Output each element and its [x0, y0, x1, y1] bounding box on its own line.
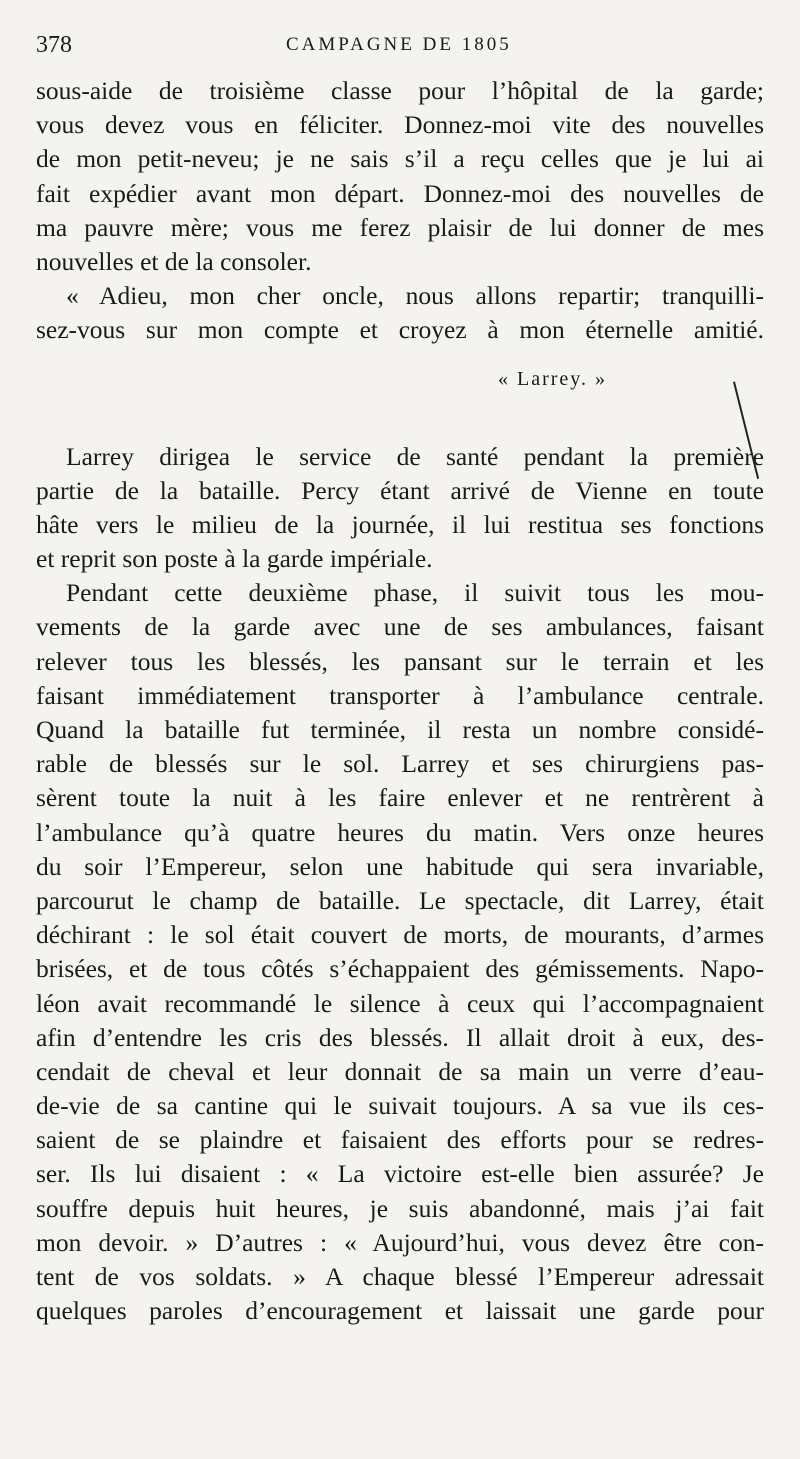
text-line: Quand la bataille fut terminée, il resta un nombre considé-: [36, 715, 764, 744]
text-line: sous-aide de troisième classe pour l’hôpital de la garde;: [36, 76, 764, 105]
text-line: ser. Ils lui disaient : « La victoire est-elle bien assurée? Je: [36, 1159, 764, 1189]
text-line: hâte vers le milieu de la journée, il lui restitua ses fonctions: [36, 509, 764, 539]
text-line: mon devoir. » D’autres : « Aujourd’hui, vous devez être con-: [36, 1227, 764, 1257]
signature-text: « Larrey. »: [498, 367, 607, 390]
text-line: « Adieu, mon cher oncle, nous allons repartir; tranquilli-: [66, 281, 764, 311]
text-line: brisées, et de tous côtés s’échappaient des gémissements. Napo-: [36, 954, 764, 984]
letter-signature: [36, 348, 764, 418]
letter-block: [36, 74, 764, 418]
text-line: l’ambulance qu’à quatre heures du matin. Vers onze heures: [36, 817, 764, 847]
text-line: du soir l’Empereur, selon une habitude qui sera invariable,: [36, 851, 764, 881]
text-line: de-vie de sa cantine qui le suivait toujours. A sa vue ils ces-: [36, 1091, 764, 1121]
text-line: sez-vous sur mon compte et croyez à mon éternelle amitié.: [36, 315, 764, 345]
paragraph-larrey-service: [36, 440, 764, 577]
text-line: saient de se plaindre et faisaient des efforts pour se redres-: [36, 1125, 764, 1155]
text-line: ma pauvre mère; vous me ferez plaisir de lui donner de mes: [36, 212, 764, 242]
text-line: faisant immédiatement transporter à l’ambulance centrale.: [36, 680, 764, 710]
page-header: [36, 32, 756, 62]
text-line: Pendant cette deuxième phase, il suivit tous les mou-: [66, 578, 764, 608]
text-line: Larrey dirigea le service de santé pendant la première: [66, 441, 764, 471]
text-line: souffre depuis huit heures, je suis abandonné, mais j’ai fait: [36, 1193, 764, 1223]
text-line: afin d’entendre les cris des blessés. Il allait droit à eux, des-: [36, 1022, 764, 1052]
paragraph-second-phase: [36, 576, 764, 1328]
text-line: de mon petit-neveu; je ne sais s’il a reçu celles que je lui ai: [36, 144, 764, 174]
text-line: parcourut le champ de bataille. Le spectacle, dit Larrey, était: [36, 885, 764, 915]
text-line: nouvelles et de la consoler.: [36, 246, 312, 276]
page-number: 378: [36, 32, 72, 58]
text-line: partie de la bataille. Percy étant arrivé de Vienne en toute: [36, 475, 764, 505]
text-line: et reprit son poste à la garde impériale.: [36, 544, 433, 574]
text-line: tent de vos soldats. » A chaque blessé l’Empereur adressait: [36, 1262, 764, 1291]
text-line: fait expédier avant mon départ. Donnez-moi des nouvelles de: [36, 178, 764, 208]
text-line: quelques paroles d’encouragement et laissait une garde pour: [36, 1296, 764, 1326]
text-line: rable de blessés sur le sol. Larrey et ses chirurgiens pas-: [36, 749, 764, 779]
text-line: cendait de cheval et leur donnait de sa main un verre d’eau-: [36, 1056, 764, 1086]
page-body: [36, 74, 764, 1328]
text-line: vements de la garde avec une de ses ambulances, faisant: [36, 612, 764, 642]
running-title: CAMPAGNE DE 1805: [286, 34, 512, 55]
text-line: vous devez vous en féliciter. Donnez-moi vite des nouvelles: [36, 110, 764, 140]
text-line: déchirant : le sol était couvert de morts, de mourants, d’armes: [36, 920, 764, 950]
text-line: léon avait recommandé le silence à ceux qui l’accompagnaient: [36, 988, 764, 1018]
text-line: sèrent toute la nuit à les faire enlever et ne rentrèrent à: [36, 783, 764, 813]
text-line: relever tous les blessés, les pansant sur le terrain et les: [36, 646, 764, 676]
